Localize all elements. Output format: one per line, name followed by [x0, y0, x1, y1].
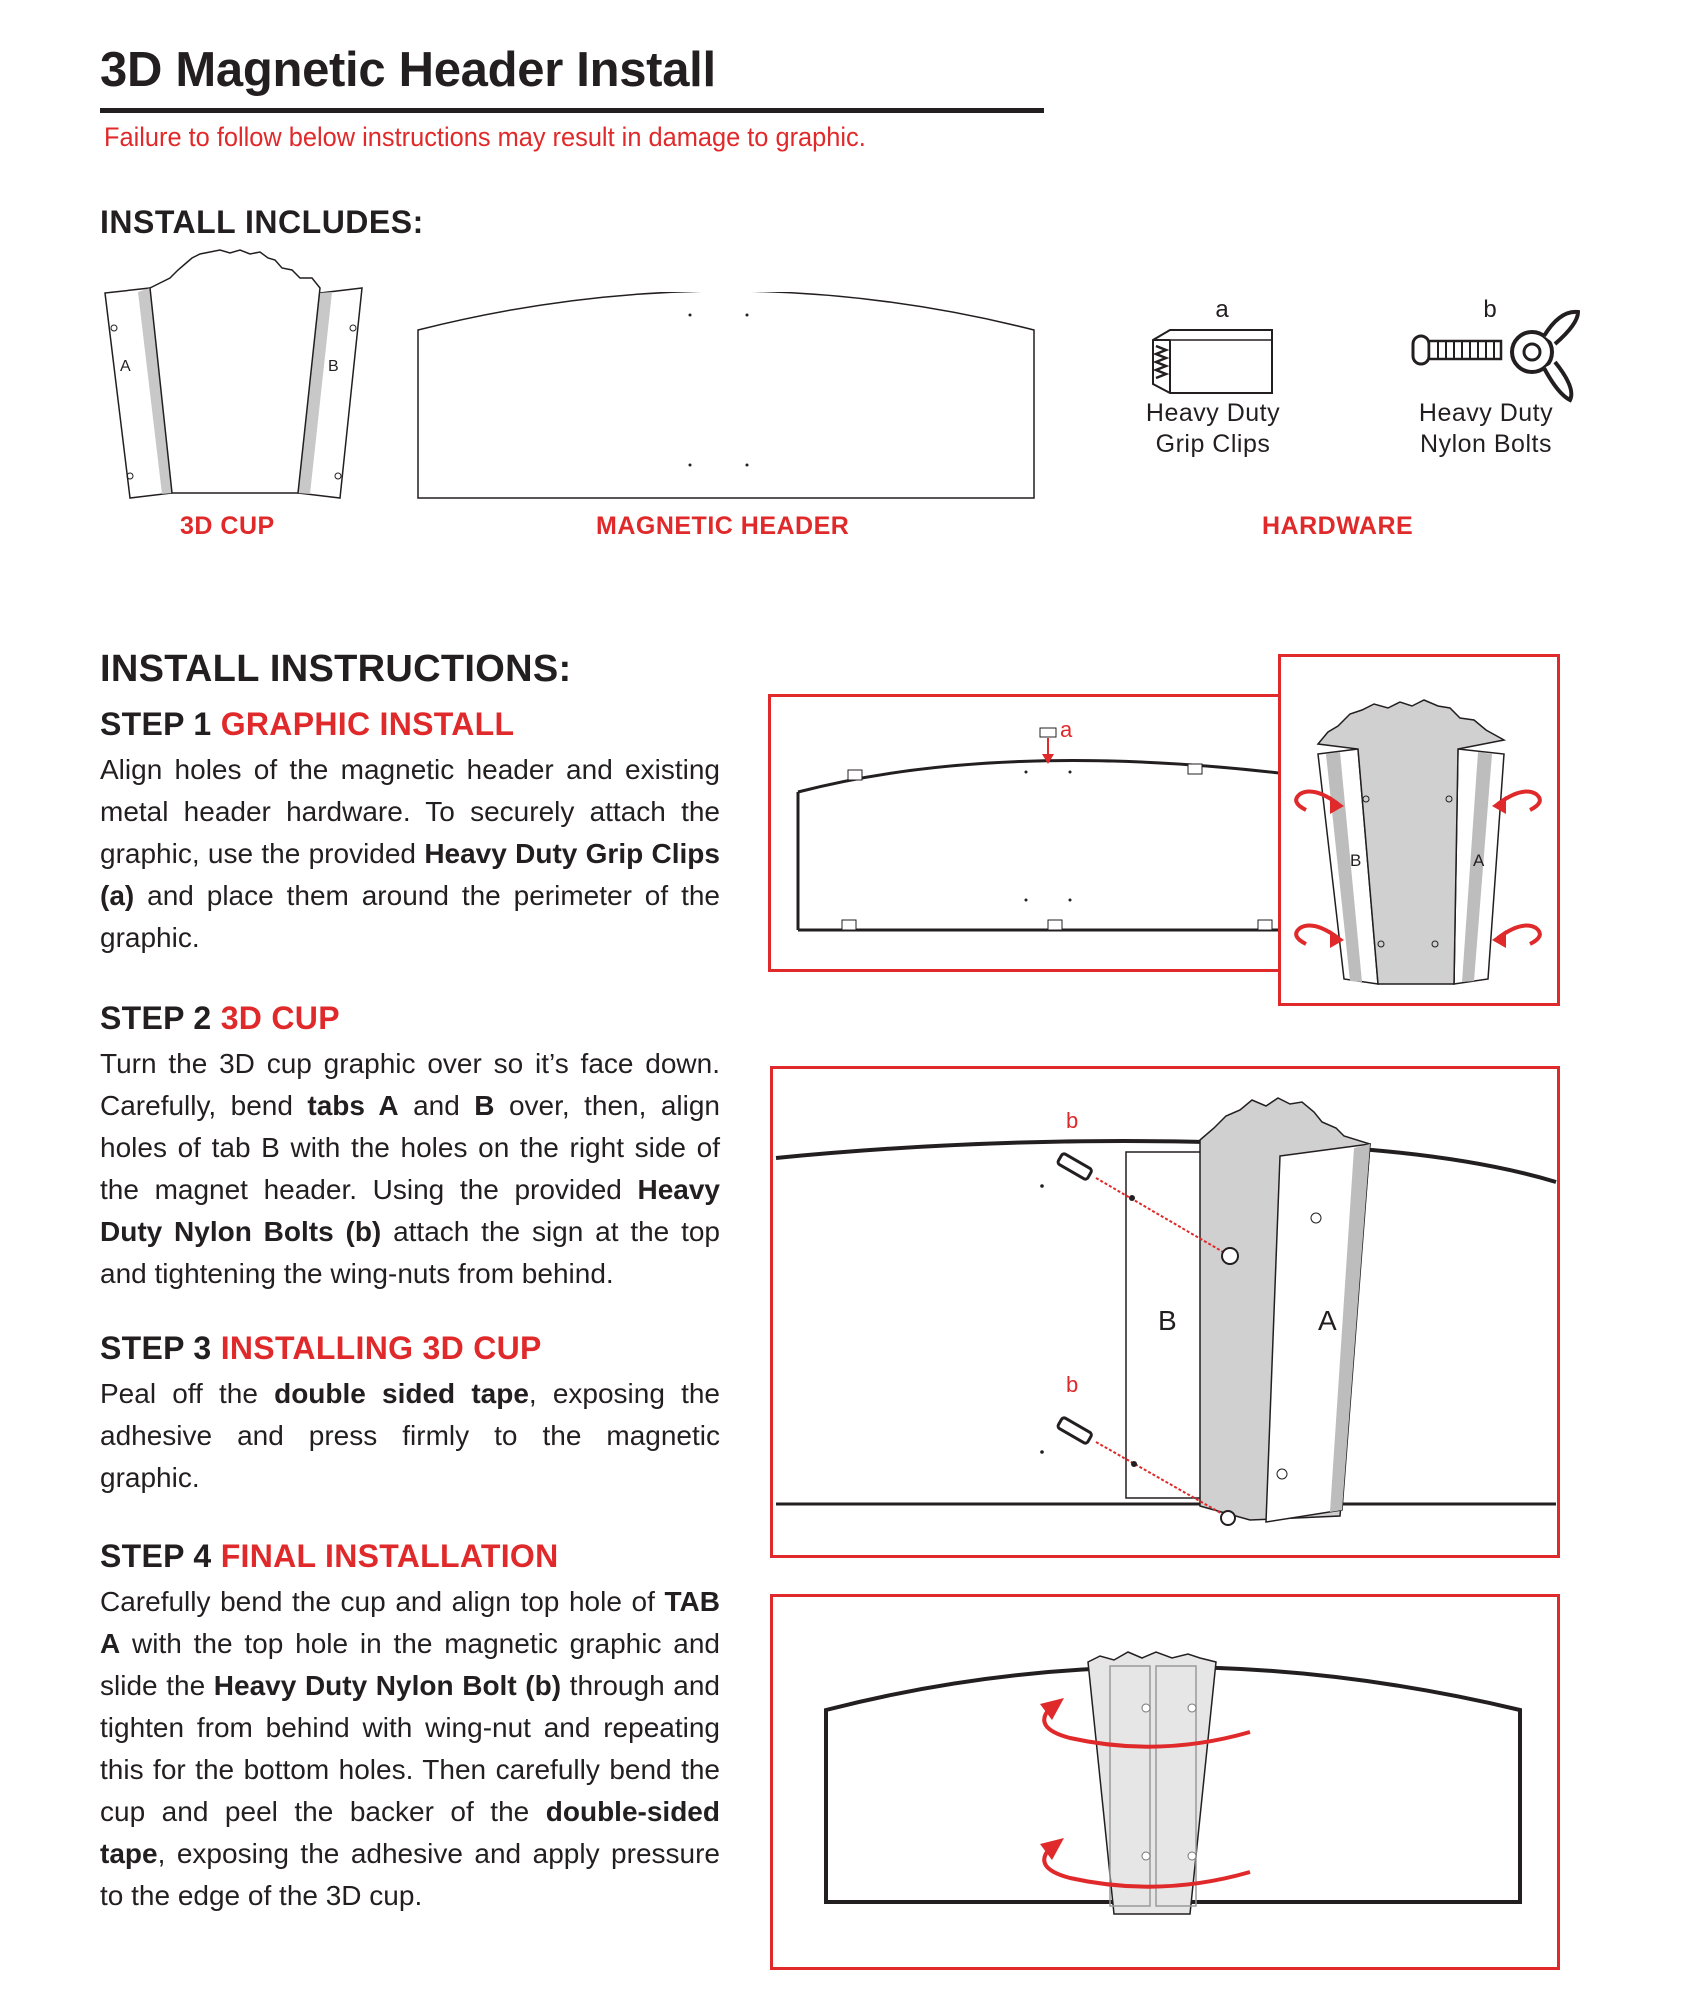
body-text: and	[398, 1090, 475, 1121]
body-text: over, then, align holes of tab B with the holes on the right side of the magnet header. Using the provided	[100, 1090, 720, 1205]
install-includes-heading: INSTALL INCLUDES:	[100, 204, 424, 240]
step-4-figure	[770, 1594, 1560, 1970]
magnetic-header-label: MAGNETIC HEADER	[596, 512, 850, 540]
hardware-a-letter: a	[1215, 296, 1229, 323]
hardware-b-name-line1: Heavy Duty	[1418, 399, 1554, 427]
step-1-title: GRAPHIC INSTALL	[220, 706, 515, 742]
warning-text: Failure to follow below instructions may result in damage to graphic.	[104, 122, 866, 152]
fig2-tab-a-label: A	[1318, 1305, 1337, 1336]
hardware-b-name	[1398, 398, 1574, 460]
page-title: 3D Magnetic Header Install	[100, 43, 716, 97]
body-text: with the top hole in the magnetic graphic and slide the	[100, 1628, 720, 1701]
grip-clip-icon	[1150, 328, 1275, 398]
hardware-a-name-line2: Grip Clips	[1155, 430, 1271, 458]
step-1-cup-figure	[1278, 654, 1560, 1006]
hardware-label: HARDWARE	[1262, 512, 1414, 540]
hardware-b-name-line2: Nylon Bolts	[1420, 430, 1552, 458]
emphasis-text: Heavy Duty Nylon Bolts (b)	[100, 1174, 720, 1247]
step-3-heading	[100, 1330, 542, 1367]
step-3-number: STEP 3	[100, 1330, 212, 1366]
body-text: , exposing the adhesive and press firmly to the magnetic graphic.	[100, 1378, 721, 1493]
emphasis-text: Heavy Duty Grip Clips (a)	[100, 838, 720, 911]
step-1-number: STEP 1	[100, 706, 212, 742]
fig1b-tab-a-label: A	[1473, 851, 1485, 870]
body-text: through and tighten from behind with wing-nut and repeating this for the bottom holes. Then carefully bend the cup and peel the backer of the	[100, 1670, 721, 1827]
emphasis-text: double-sided tape	[100, 1796, 720, 1869]
step-4-heading	[100, 1538, 559, 1575]
step-3-title: INSTALLING 3D CUP	[220, 1330, 542, 1366]
emphasis-text: tabs A	[307, 1090, 399, 1121]
hardware-a-name	[1130, 398, 1296, 460]
magnetic-header-illustration	[416, 292, 1036, 502]
body-text: Peal off the	[100, 1378, 275, 1409]
step-1-heading	[100, 706, 514, 743]
step-2-number: STEP 2	[100, 1000, 212, 1036]
hardware-b-letter: b	[1483, 296, 1497, 323]
cup-tab-b-label: B	[328, 358, 339, 375]
step-2-title: 3D CUP	[220, 1000, 340, 1036]
body-text: , exposing the adhesive and apply pressure to the edge of the 3D cup.	[100, 1838, 720, 1911]
step-2-figure	[770, 1066, 1560, 1558]
fig2-tab-b-label: B	[1158, 1305, 1177, 1336]
body-text: attach the sign at the top and tightening the wing-nuts from behind.	[100, 1216, 720, 1289]
step-4-body	[100, 1581, 720, 1917]
emphasis-text: double sided tape	[274, 1378, 529, 1409]
body-text: Turn the 3D cup graphic over so it’s face down. Carefully, bend	[100, 1048, 720, 1121]
step-4-title: FINAL INSTALLATION	[220, 1538, 559, 1574]
body-text: Align holes of the magnetic header and existing metal header hardware. To securely attach the graphic, use the provided	[100, 754, 720, 869]
body-text: Carefully bend the cup and align top hole of	[100, 1586, 665, 1617]
fig2-bolt-top-label: b	[1066, 1108, 1079, 1133]
step-4-number: STEP 4	[100, 1538, 212, 1574]
hardware-a-name-line1: Heavy Duty	[1145, 399, 1281, 427]
step-1-body	[100, 749, 720, 959]
title-divider	[100, 108, 1044, 113]
cup-tab-a-label: A	[120, 358, 131, 375]
emphasis-text: B	[474, 1090, 495, 1121]
fig2-bolt-bottom-label: b	[1066, 1372, 1079, 1397]
step-2-heading	[100, 1000, 340, 1037]
emphasis-text: Heavy Duty Nylon Bolt (b)	[213, 1670, 562, 1701]
cup-label: 3D CUP	[180, 512, 275, 540]
nylon-bolt-icon	[1410, 300, 1590, 410]
fig1-clip-label: a	[1060, 717, 1073, 742]
fig1b-tab-b-label: B	[1350, 851, 1362, 870]
cup-illustration	[100, 248, 370, 508]
emphasis-text: TAB A	[100, 1586, 720, 1659]
body-text: and place them around the perimeter of the graphic.	[100, 880, 720, 953]
step-1-header-figure	[768, 694, 1288, 972]
install-instructions-heading: INSTALL INSTRUCTIONS:	[100, 648, 572, 690]
step-2-body	[100, 1043, 720, 1295]
step-3-body	[100, 1373, 720, 1499]
